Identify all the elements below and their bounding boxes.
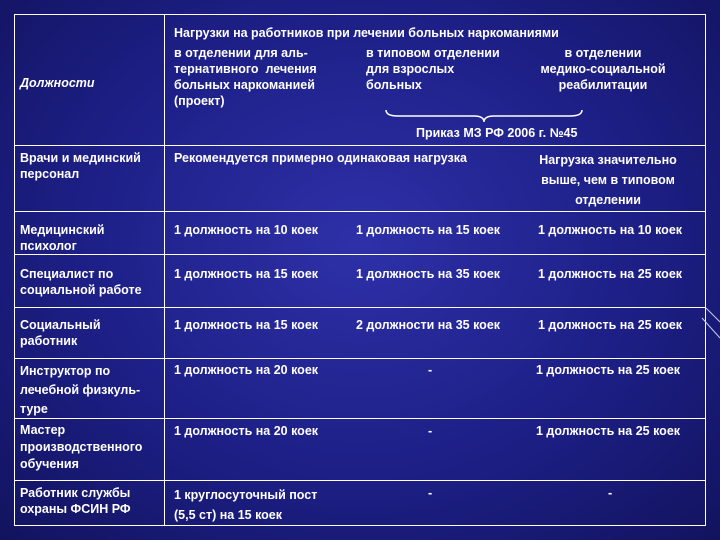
row-rehab-value: 1 должность на 25 коек — [536, 424, 681, 438]
row-alternative-value: 1 должность на 20 коек — [174, 363, 319, 377]
row-divider — [14, 145, 706, 146]
row-position: Мастер производственного обучения — [20, 423, 143, 471]
row-position: Социальный работник — [20, 318, 101, 348]
row-position: Врачи и мединский персонал — [20, 151, 141, 181]
row-rehab-value: 1 должность на 25 коек — [536, 363, 681, 377]
row-rehab-value: - — [608, 486, 613, 500]
row-divider — [14, 480, 706, 481]
row-divider — [14, 358, 706, 359]
column-divider — [164, 14, 165, 526]
row-alternative-value: 1 должность на 15 коек — [174, 318, 319, 332]
curly-brace-icon — [384, 108, 584, 124]
row-typical-value: - — [428, 363, 433, 377]
header-col-alternative: в отделении для аль- тернативного лечения больных наркоманией (проект) — [174, 46, 317, 108]
row-position: Специалист по социальной работе — [20, 267, 142, 297]
row-alternative-value: 1 должность на 10 коек — [174, 223, 319, 237]
row-position: Медицинский психолог — [20, 223, 105, 253]
row-divider — [14, 307, 706, 308]
table-border-left — [14, 14, 15, 526]
staff-load-table — [14, 14, 706, 526]
row-rehab-value: 1 должность на 10 коек — [538, 223, 683, 237]
row-alternative-value: 1 должность на 20 коек — [174, 424, 319, 438]
header-title: Нагрузки на работников при лечении больных наркоманиями — [174, 26, 559, 40]
row-typical-value: 1 должность на 35 коек — [356, 267, 501, 281]
row-typical-value: - — [428, 424, 433, 438]
row-typical-value: 1 должность на 15 коек — [356, 223, 501, 237]
row-typical-value: 2 должности на 35 коек — [356, 318, 501, 332]
table-border-bottom — [14, 525, 706, 526]
row-divider — [14, 211, 706, 212]
row-alternative-value: Рекомендуется примерно одинаковая нагрузка — [174, 151, 467, 165]
table-border-right — [705, 14, 706, 526]
row-alternative-value: 1 должность на 15 коек — [174, 267, 319, 281]
row-rehab-value: 1 должность на 25 коек — [538, 267, 683, 281]
row-alternative-value: 1 круглосуточный пост (5,5 ст) на 15 коек — [174, 488, 318, 522]
header-col-rehab: в отделении медико-социальной реабилитации — [540, 46, 666, 92]
table-border-top — [14, 14, 706, 15]
row-rehab-value: 1 должность на 25 коек — [538, 318, 683, 332]
header-order-ref: Приказ МЗ РФ 2006 г. №45 — [416, 126, 578, 140]
row-divider — [14, 254, 706, 255]
row-position: Работник службы охраны ФСИН РФ — [20, 486, 131, 516]
row-rehab-value: Нагрузка значительно выше, чем в типовом отделении — [539, 153, 677, 207]
row-typical-value: - — [428, 486, 433, 500]
header-positions: Должности — [20, 76, 95, 90]
row-position: Инструктор по лечебной физкуль- туре — [20, 364, 141, 416]
header-col-typical: в типовом отделении для взрослых больных — [366, 46, 500, 92]
